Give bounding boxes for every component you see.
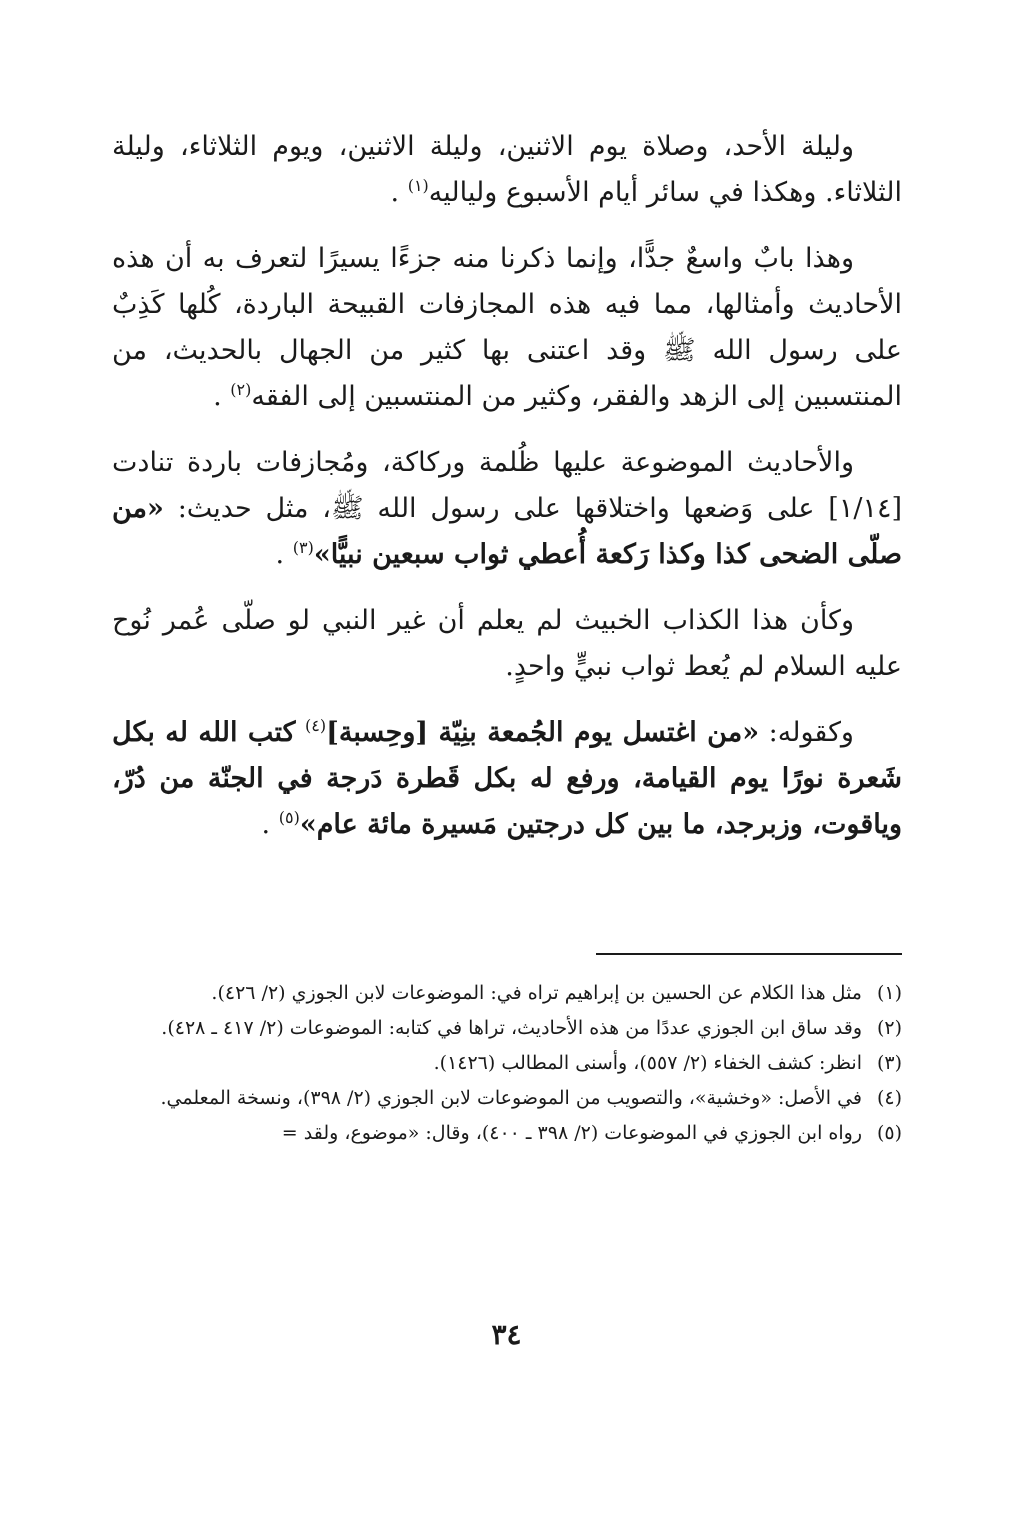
footnote-number: (١): [876, 982, 902, 1004]
footnotes: [112, 978, 902, 1153]
page-number: ٣٤: [491, 1318, 522, 1351]
paragraph-tail: .: [261, 809, 271, 840]
footnote-number: (٣): [876, 1052, 902, 1074]
footnote: [112, 978, 902, 1009]
footnote-ref[interactable]: (٣): [292, 538, 314, 557]
footnote-ref[interactable]: (١): [407, 176, 429, 195]
paragraph-tail: .: [390, 177, 400, 208]
footnote-divider: [596, 953, 902, 955]
footnote-number: (٤): [876, 1087, 902, 1109]
paragraph-1: [112, 124, 902, 216]
main-text: [112, 124, 902, 868]
paragraph-text: والأحاديث الموضوعة عليها ظُلمة وركاكة، ومُجازفات باردة تنادت [١/١٤] على وَضعها واختلاقها على رسول الله ﷺ، مثل حديث:: [112, 447, 902, 524]
paragraph-2: [112, 236, 902, 420]
footnote-number: (٥): [876, 1122, 902, 1144]
footnote-number: (٢): [876, 1017, 902, 1039]
paragraph-tail: .: [213, 381, 222, 412]
paragraph-3: [112, 440, 902, 578]
paragraph-tail: .: [275, 539, 285, 570]
paragraph-4: [112, 598, 902, 690]
footnote: [112, 1118, 902, 1149]
paragraph-text: وليلة الأحد، وصلاة يوم الاثنين، وليلة الاثنين، ويوم الثلاثاء، وليلة الثلاثاء. وهكذا في سائر أيام الأسبوع ولياليه: [112, 131, 902, 208]
paragraph-text: وهذا بابٌ واسعٌ جدًّا، وإنما ذكرنا منه جزءًا يسيرًا لتعرف به أن هذه الأحاديث وأمثالها، مما فيه هذه المجازفات القبيحة الباردة، كُلها كَذِبٌ على رسول الله ﷺ وقد اعتنى بها كثير من الجهال بالحديث، من المنتسبين إلى الزهد والفقر، وكثير من المنتسبين إلى الفقه: [112, 243, 902, 412]
paragraph-text: وكقوله:: [768, 717, 854, 748]
paragraph-5: [112, 710, 902, 848]
footnote: [112, 1048, 902, 1079]
footnote: [112, 1013, 902, 1044]
footnote-text: وقد ساق ابن الجوزي عددًا من هذه الأحاديث، تراها في كتابه: الموضوعات (٢/ ٤١٧ ـ ٤٢٨).: [161, 1017, 862, 1039]
footnote-ref[interactable]: (٢): [230, 380, 252, 399]
hadith-quote: «من صلّى الضحى كذا وكذا رَكعة أُعطي ثواب سبعين نبيًّا»: [112, 493, 902, 570]
hadith-quote: «من اغتسل يوم الجُمعة بنِيّة [وحِسبة]: [326, 717, 760, 748]
footnote-text: رواه ابن الجوزي في الموضوعات (٢/ ٣٩٨ ـ ٤٠٠)، وقال: «موضوع، ولقد =: [281, 1122, 862, 1144]
footnote-ref[interactable]: (٥): [278, 808, 300, 827]
footnote-ref[interactable]: (٤): [305, 716, 327, 735]
footnote: [112, 1083, 902, 1114]
hadith-quote-continued: كتب الله له بكل شَعرة نورًا يوم القيامة، ورفع له بكل قَطرة دَرجة في الجنّة من دُرّ، وياقوت، وزبرجد، ما بين كل درجتين مَسيرة مائة عام»: [112, 717, 902, 840]
footnote-text: مثل هذا الكلام عن الحسين بن إبراهيم تراه في: الموضوعات لابن الجوزي (٢/ ٤٢٦).: [211, 982, 862, 1004]
footnote-text: في الأصل: «وخشية»، والتصويب من الموضوعات لابن الجوزي (٢/ ٣٩٨)، ونسخة المعلمي.: [160, 1087, 862, 1109]
paragraph-text: وكأن هذا الكذاب الخبيث لم يعلم أن غير النبي لو صلّى عُمر نُوح عليه السلام لم يُعط ثواب نبيٍّ واحدٍ.: [112, 605, 902, 682]
footnote-text: انظر: كشف الخفاء (٢/ ٥٥٧)، وأسنى المطالب (١٤٢٦).: [433, 1052, 862, 1074]
